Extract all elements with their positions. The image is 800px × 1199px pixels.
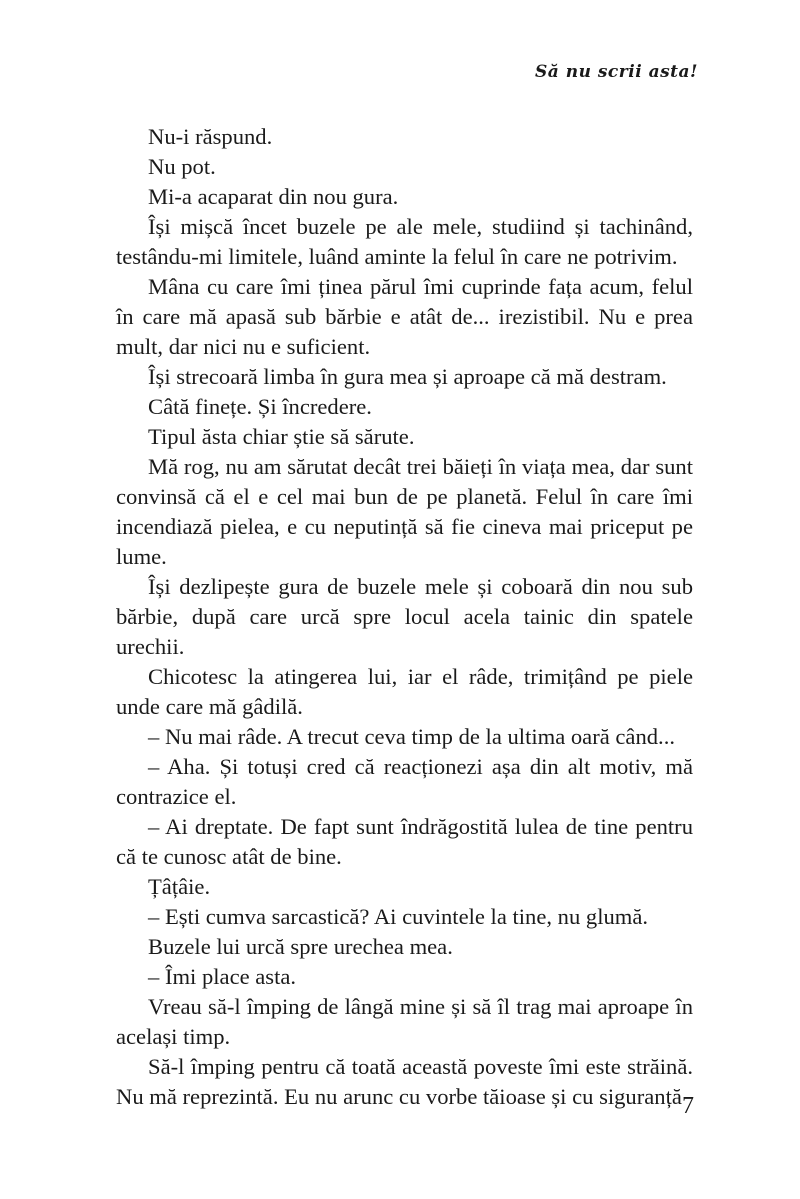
dialogue-line: – Ai dreptate. De fapt sunt îndrăgostită lulea de tine pentru că te cunosc atât de bine.: [116, 814, 693, 869]
paragraph: Chicotesc la atingerea lui, iar el râde, trimițând pe piele unde care mă gâdilă.: [116, 664, 693, 719]
page-number: 7: [682, 1093, 694, 1119]
dialogue-line: – Ești cumva sarcastică? Ai cuvintele la tine, nu glumă.: [148, 904, 649, 929]
running-head-title: Să nu scrii asta!: [535, 62, 698, 82]
dialogue-line: – Aha. Și totuși cred că reacționezi așa din alt motiv, mă contrazice el.: [116, 754, 693, 809]
paragraph: Să-l împing pentru că toată această poveste îmi este străină. Nu mă reprezintă. Eu nu arunc cu vorbe tăioase și cu siguranță: [116, 1054, 693, 1109]
paragraph: Buzele lui urcă spre urechea mea.: [148, 934, 453, 959]
paragraph: Nu-i răspund.: [148, 124, 273, 149]
paragraph: Nu pot.: [148, 154, 216, 179]
paragraph: Mi-a acaparat din nou gura.: [148, 184, 399, 209]
paragraph: Mă rog, nu am sărutat decât trei băieți în viața mea, dar sunt convinsă că el e cel mai bun de pe planetă. Felul în care îmi incendiază pielea, e cu neputință să fie cineva mai priceput pe lume.: [116, 454, 693, 569]
paragraph: Țâțâie.: [148, 874, 211, 899]
paragraph: Vreau să-l împing de lângă mine și să îl trag mai aproape în același timp.: [116, 994, 693, 1049]
dialogue-line: – Îmi place asta.: [148, 964, 297, 989]
paragraph: Își strecoară limba în gura mea și aproape că mă destram.: [148, 364, 667, 389]
paragraph: Își mișcă încet buzele pe ale mele, studiind și tachinând, testându-mi limitele, luând aminte la felul în care ne potrivim.: [116, 214, 693, 269]
paragraph: Își dezlipește gura de buzele mele și coboară din nou sub bărbie, după care urcă spre locul acela tainic din spatele urechii.: [116, 574, 693, 659]
paragraph: Câtă finețe. Și încredere.: [148, 394, 372, 419]
dialogue-line: – Nu mai râde. A trecut ceva timp de la ultima oară când...: [148, 724, 675, 749]
paragraph: Mâna cu care îmi ținea părul îmi cuprinde fața acum, felul în care mă apasă sub bărbie e atât de... irezistibil. Nu e prea mult, dar nici nu e suficient.: [116, 274, 693, 359]
body-text: [116, 122, 693, 1112]
paragraph: Tipul ăsta chiar știe să sărute.: [148, 424, 415, 449]
